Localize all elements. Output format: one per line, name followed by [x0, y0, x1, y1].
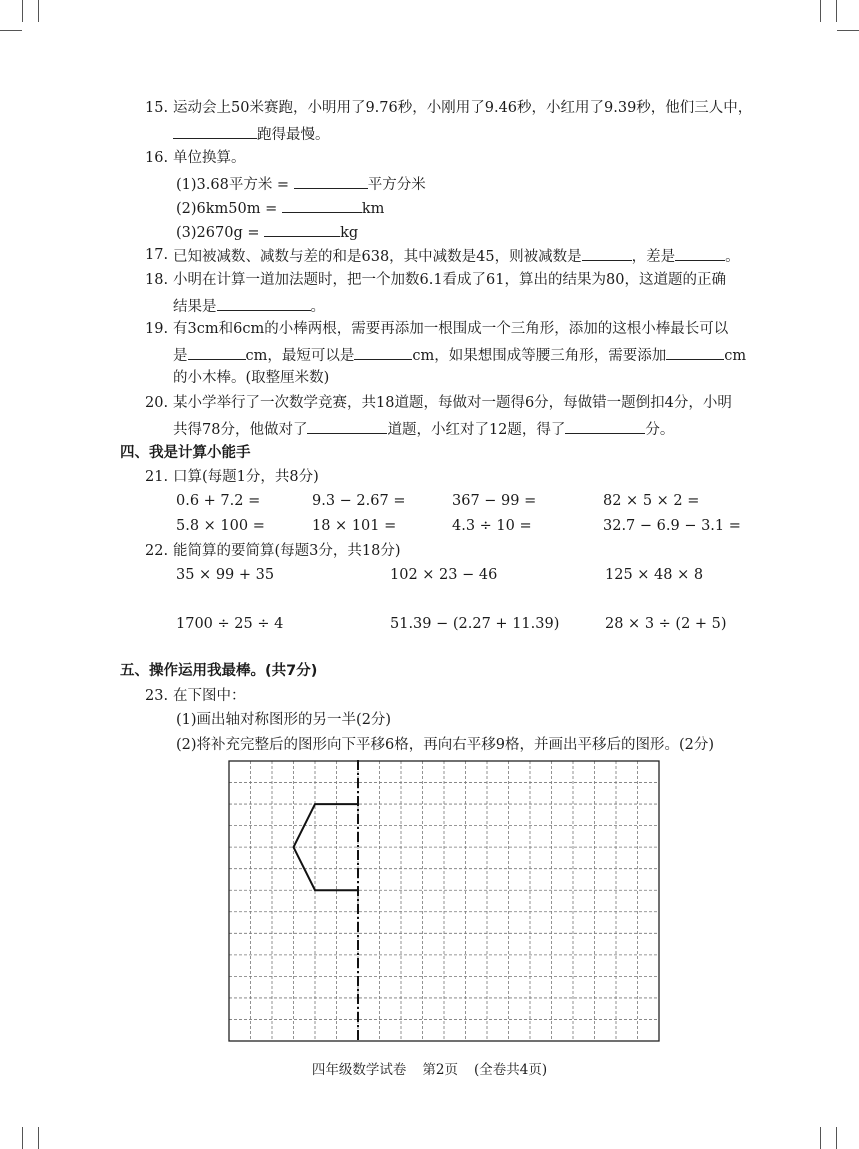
calc-item: 125 × 48 × 8	[605, 567, 704, 583]
answer-blank[interactable]	[264, 221, 340, 237]
calc-item: 35 × 99 + 35	[176, 567, 275, 583]
section-heading: 四、我是计算小能手	[120, 445, 251, 461]
grid-figure[interactable]	[228, 760, 660, 1042]
question-number: 16.	[145, 150, 169, 166]
question-number: 21.	[145, 469, 169, 485]
answer-blank[interactable]	[294, 173, 368, 189]
answer-blank[interactable]	[565, 418, 645, 434]
calc-item: 82 × 5 × 2 =	[603, 493, 700, 509]
calc-item: 4.3 ÷ 10 =	[452, 518, 532, 534]
question-22-title: 能简算的要简算(每题3分，共18分)	[173, 543, 401, 559]
calc-item: 32.7 − 6.9 − 3.1 =	[603, 518, 741, 534]
answer-blank[interactable]	[666, 344, 724, 360]
question-number: 17.	[145, 247, 169, 263]
crop-mark	[820, 1127, 821, 1149]
answer-blank[interactable]	[675, 245, 725, 261]
crop-mark	[38, 1127, 39, 1149]
calc-item: 0.6 + 7.2 =	[176, 493, 261, 509]
section-heading: 五、操作运用我最棒。(共7分)	[120, 663, 318, 679]
page-footer	[0, 1058, 859, 1078]
question-19-text: 有3cm和6cm的小棒两根，需要再添加一根围成一个三角形，添加的这根小棒最长可以	[173, 321, 729, 337]
question-20-line2: 共得78分，他做对了 道题，小红对了12题，得了 分。	[173, 418, 674, 440]
calc-item: 28 × 3 ÷ (2 + 5)	[605, 616, 727, 632]
crop-mark	[836, 1127, 837, 1149]
answer-blank[interactable]	[282, 197, 362, 213]
calc-item: 5.8 × 100 =	[176, 518, 265, 534]
answer-blank[interactable]	[217, 295, 311, 311]
answer-blank[interactable]	[354, 344, 412, 360]
grid-lines	[229, 761, 659, 1041]
answer-blank[interactable]	[582, 245, 632, 261]
question-16-part3: (3)2670g = kg	[176, 221, 358, 243]
answer-blank[interactable]	[173, 123, 257, 139]
question-16-part2: (2)6km50m = km	[176, 197, 384, 219]
question-19-line2: 是 cm，最短可以是 cm，如果想围成等腰三角形，需要添加 cm	[173, 344, 746, 366]
crop-mark	[837, 30, 859, 31]
crop-mark	[820, 0, 821, 22]
calc-item: 367 − 99 =	[452, 493, 537, 509]
crop-mark	[38, 0, 39, 22]
question-number: 22.	[145, 543, 169, 559]
question-20-text: 某小学举行了一次数学竞赛，共18道题，每做对一题得6分，每做错一题倒扣4分，小明	[173, 395, 732, 411]
question-18-text: 小明在计算一道加法题时，把一个加数6.1看成了61，算出的结果为80，这道题的正确	[173, 272, 726, 288]
footer-subject: 四年级数学试卷	[311, 1062, 407, 1078]
question-23-part1: (1)画出轴对称图形的另一半(2分)	[176, 712, 392, 728]
question-19-line3: 的小木棒。(取整厘米数)	[173, 370, 330, 386]
calc-item: 102 × 23 − 46	[390, 567, 498, 583]
footer-total: (全卷共4页)	[473, 1062, 548, 1078]
question-15-text: 运动会上50米赛跑，小明用了9.76秒，小刚用了9.46秒，小红用了9.39秒，他们三人中，	[173, 100, 753, 116]
question-number: 15.	[145, 100, 169, 116]
calc-item: 51.39 − (2.27 + 11.39)	[390, 616, 560, 632]
question-number: 18.	[145, 272, 169, 288]
footer-page: 第2页	[422, 1062, 458, 1078]
question-23-title: 在下图中：	[173, 688, 246, 704]
crop-mark	[22, 1127, 23, 1149]
question-21-title: 口算(每题1分，共8分)	[173, 469, 319, 485]
question-16-part1: (1)3.68平方米 = 平方分米	[176, 173, 426, 195]
calc-item: 1700 ÷ 25 ÷ 4	[176, 616, 284, 632]
crop-mark	[836, 0, 837, 22]
answer-blank[interactable]	[307, 418, 387, 434]
question-17-text: 已知被减数、减数与差的和是638，其中减数是45，则被减数是 ，差是 。	[173, 245, 740, 267]
question-18-line2: 结果是 。	[173, 295, 325, 317]
crop-mark	[0, 30, 22, 31]
question-number: 20.	[145, 395, 169, 411]
question-number: 23.	[145, 688, 169, 704]
question-23-part2: (2)将补充完整后的图形向下平移6格，再向右平移9格，并画出平移后的图形。(2分)	[176, 737, 715, 753]
question-15-line2: 跑得最慢。	[173, 123, 330, 145]
crop-mark	[22, 0, 23, 22]
answer-blank[interactable]	[188, 344, 246, 360]
question-16-title: 单位换算。	[173, 150, 246, 166]
calc-item: 9.3 − 2.67 =	[312, 493, 406, 509]
calc-item: 18 × 101 =	[312, 518, 397, 534]
question-number: 19.	[145, 321, 169, 337]
